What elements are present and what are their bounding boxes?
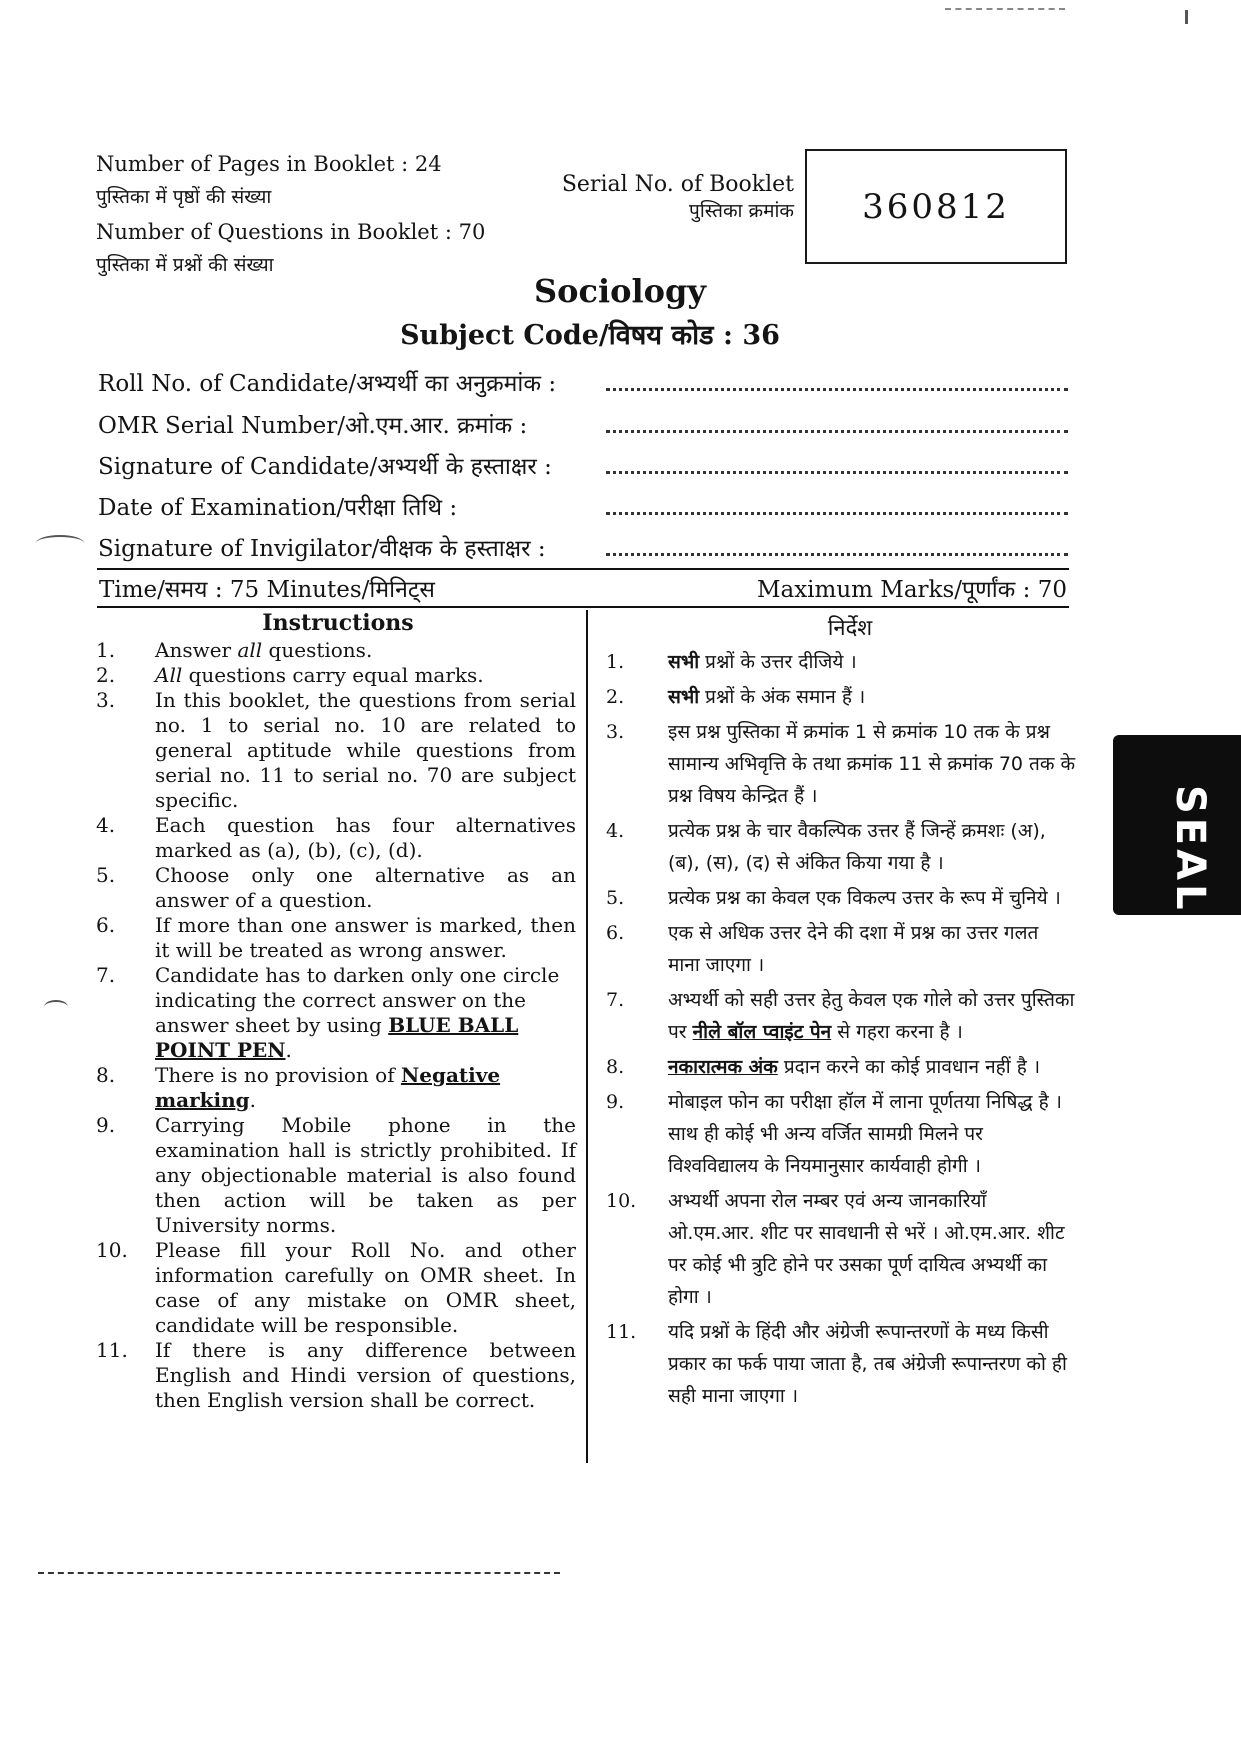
instruction-number: 8. [96, 1063, 116, 1087]
exam-date-blank[interactable] [606, 512, 1068, 515]
instruction-text-part: There is no provision of [155, 1063, 401, 1087]
invigilator-signature-blank[interactable] [606, 553, 1068, 556]
nirdesh-item [606, 815, 1076, 879]
instruction-emphasis: All [155, 663, 183, 687]
instruction-text: Carrying Mobile phone in the examination hall is strictly prohibited. If any objectionable material is also found then action will be taken as per University norms. [155, 1113, 576, 1237]
instruction-text-part: questions. [262, 638, 373, 662]
omr-serial-label: OMR Serial Number/ओ.एम.आर. क्रमांक : [98, 413, 528, 439]
nirdesh-text: प्रत्येक प्रश्न का केवल एक विकल्प उत्तर के रूप में चुनिये । [668, 887, 1061, 909]
instruction-text: If more than one answer is marked, then it will be treated as wrong answer. [155, 913, 576, 962]
nirdesh-emphasis: नीले बॉल प्वाइंट पेन [692, 1021, 832, 1043]
instructions-heading: Instructions [262, 610, 414, 636]
instruction-text [155, 1063, 576, 1113]
roll-number-label: Roll No. of Candidate/अभ्यर्थी का अनुक्रमांक : [98, 371, 557, 397]
nirdesh-number: 2. [606, 686, 625, 708]
nirdesh-item [606, 984, 1076, 1048]
instruction-item [96, 688, 576, 813]
instruction-number: 7. [96, 963, 116, 987]
second-rule [97, 606, 1069, 608]
instruction-emphasis: BLUE BALL POINT PEN [155, 1013, 519, 1062]
instruction-text-part: Candidate has to darken only one circle indicating the correct answer on the answer sheet by using [155, 963, 560, 1037]
nirdesh-emphasis: सभी [668, 686, 700, 708]
nirdesh-text [668, 984, 1076, 1048]
nirdesh-item [606, 716, 1076, 812]
instruction-text: Please fill your Roll No. and other information carefully on OMR sheet. In case of any mistake on OMR sheet, candidate will be responsible. [155, 1238, 576, 1337]
nirdesh-number: 8. [606, 1056, 625, 1078]
serial-label-en: Serial No. of Booklet [561, 172, 794, 197]
serial-number: 360812 [862, 186, 1010, 227]
instruction-number: 6. [96, 913, 116, 937]
instruction-item [96, 663, 576, 688]
nirdesh-number: 5. [606, 887, 625, 909]
margin-mark [36, 535, 84, 551]
nirdesh-item [606, 917, 1076, 981]
nirdesh-item [606, 1051, 1076, 1083]
nirdesh-number: 4. [606, 820, 625, 842]
instruction-number: 9. [96, 1113, 116, 1137]
nirdesh-text [668, 1051, 1076, 1083]
instructions-list [96, 638, 576, 1413]
top-rule [97, 568, 1069, 570]
roll-number-blank[interactable] [606, 388, 1068, 391]
instruction-text-part: Answer [155, 638, 238, 662]
roll-number-field[interactable] [98, 366, 1068, 402]
subject-title: Sociology [534, 272, 706, 310]
nirdesh-text: मोबाइल फोन का परीक्षा हॉल में लाना पूर्णतया निषिद्ध है । साथ ही कोई भी अन्य वर्जित सामग्री मिलने पर विश्वविद्यालय के नियमानुसार कार्यवाही होगी । [668, 1091, 1062, 1177]
nirdesh-text-part: प्रश्नों के उत्तर दीजिये । [699, 651, 857, 673]
pages-count-en: Number of Pages in Booklet : 24 [96, 152, 442, 176]
time-line: Time/समय : 75 Minutes/मिनिट्स [99, 577, 435, 603]
margin-mark [44, 1000, 68, 1014]
bottom-dashed-rule [38, 1572, 560, 1574]
candidate-signature-field[interactable] [98, 449, 1068, 485]
nirdesh-item [606, 646, 1076, 678]
instruction-number: 3. [96, 688, 116, 712]
omr-serial-field[interactable] [98, 408, 1068, 444]
instruction-number: 5. [96, 863, 116, 887]
nirdesh-text [668, 646, 1076, 678]
instruction-emphasis: all [237, 638, 263, 662]
instruction-text [155, 663, 576, 688]
invigilator-signature-label: Signature of Invigilator/वीक्षक के हस्ताक्षर : [98, 536, 546, 562]
instruction-number: 11. [96, 1338, 128, 1362]
instruction-text: In this booklet, the questions from serial no. 1 to serial no. 10 are related to general aptitude while questions from serial no. 11 to serial no. 70 are subject specific. [155, 688, 576, 812]
instruction-item [96, 963, 576, 1063]
nirdesh-text: एक से अधिक उत्तर देने की दशा में प्रश्न का उत्तर गलत माना जाएगा । [668, 922, 1039, 976]
nirdesh-text-part: प्रश्नों के अंक समान हैं । [699, 686, 866, 708]
nirdesh-emphasis: नकारात्मक अंक [668, 1056, 778, 1078]
nirdesh-text-part: से गहरा करना है । [831, 1021, 963, 1043]
scan-speck [1185, 10, 1188, 24]
pages-count-hi: पुस्तिका में पृष्ठों की संख्या [96, 186, 272, 208]
seal-label: SEAL [1167, 785, 1213, 914]
nirdesh-text: प्रत्येक प्रश्न के चार वैकल्पिक उत्तर हैं जिन्हें क्रमशः (अ), (ब), (स), (द) से अंकित किया गया है । [668, 820, 1046, 874]
nirdesh-text: यदि प्रश्नों के हिंदी और अंग्रेजी रूपान्तरणों के मध्य किसी प्रकार का फर्क पाया जाता है, तब अंग्रेजी रूपान्तरण को ही सही माना जाएगा । [668, 1321, 1067, 1407]
nirdesh-number: 1. [606, 651, 625, 673]
nirdesh-text [668, 681, 1076, 713]
nirdesh-number: 9. [606, 1091, 625, 1113]
instruction-item [96, 813, 576, 863]
instruction-item [96, 1063, 576, 1113]
nirdesh-item [606, 882, 1076, 914]
instruction-item [96, 1338, 576, 1413]
nirdesh-text: इस प्रश्न पुस्तिका में क्रमांक 1 से क्रमांक 10 तक के प्रश्न सामान्य अभिवृत्ति के तथा क्रमांक 11 से क्रमांक 70 तक के प्रश्न विषय केन्द्रित हैं । [668, 721, 1076, 807]
instruction-text [155, 638, 576, 663]
instruction-number: 4. [96, 813, 116, 837]
instruction-number: 2. [96, 663, 116, 687]
instruction-emphasis: Negative marking [155, 1063, 501, 1112]
invigilator-signature-field[interactable] [98, 531, 1068, 567]
exam-date-field[interactable] [98, 490, 1068, 526]
candidate-signature-blank[interactable] [606, 471, 1068, 474]
column-divider [586, 610, 588, 1463]
seal-tab[interactable] [1113, 735, 1241, 915]
instruction-text: Each question has four alternatives marked as (a), (b), (c), (d). [155, 813, 576, 862]
instruction-text: Choose only one alternative as an answer of a question. [155, 863, 576, 912]
nirdesh-text: अभ्यर्थी अपना रोल नम्बर एवं अन्य जानकारियाँ ओ.एम.आर. शीट पर सावधानी से भरें । ओ.एम.आर. शीट पर कोई भी त्रुटि होने पर उसका पूर्ण दायित्व अभ्यर्थी का होगा । [668, 1190, 1065, 1308]
serial-label [558, 172, 794, 224]
nirdesh-item [606, 681, 1076, 713]
instruction-item [96, 638, 576, 663]
instruction-item [96, 913, 576, 963]
questions-count-hi: पुस्तिका में प्रश्नों की संख्या [96, 254, 274, 276]
candidate-signature-label: Signature of Candidate/अभ्यर्थी के हस्ताक्षर : [98, 454, 552, 480]
nirdesh-heading: निर्देश [827, 616, 873, 641]
instruction-item [96, 863, 576, 913]
instruction-number: 1. [96, 638, 116, 662]
nirdesh-item [606, 1316, 1076, 1412]
nirdesh-item [606, 1086, 1076, 1182]
instruction-text-part: . [285, 1038, 292, 1062]
nirdesh-number: 11. [606, 1321, 637, 1343]
instruction-text-part: . [249, 1088, 256, 1112]
instruction-text [155, 963, 576, 1063]
instruction-number: 10. [96, 1238, 128, 1262]
nirdesh-list [606, 646, 1076, 1415]
instruction-item [96, 1113, 576, 1238]
questions-count-en: Number of Questions in Booklet : 70 [96, 220, 486, 244]
serial-number-box [805, 149, 1067, 264]
nirdesh-number: 3. [606, 721, 625, 743]
max-marks-line: Maximum Marks/पूर्णांक : 70 [756, 577, 1067, 603]
scan-dash-top [945, 8, 1065, 10]
nirdesh-item [606, 1185, 1076, 1313]
serial-label-hi: पुस्तिका क्रमांक [689, 200, 794, 222]
omr-serial-blank[interactable] [606, 430, 1068, 433]
subject-code: Subject Code/विषय कोड : 36 [400, 320, 780, 351]
nirdesh-text-part: अभ्यर्थी को सही उत्तर हेतु केवल एक गोले को उत्तर पुस्तिका पर [668, 989, 1075, 1043]
nirdesh-text-part: प्रदान करने का कोई प्रावधान नहीं है । [777, 1056, 1041, 1078]
exam-date-label: Date of Examination/परीक्षा तिथि : [98, 495, 458, 521]
nirdesh-emphasis: सभी [668, 651, 700, 673]
nirdesh-number: 10. [606, 1190, 637, 1212]
instruction-text: If there is any difference between English and Hindi version of questions, then English version shall be correct. [155, 1338, 576, 1412]
nirdesh-number: 6. [606, 922, 625, 944]
instruction-text-part: questions carry equal marks. [182, 663, 484, 687]
instruction-item [96, 1238, 576, 1338]
nirdesh-number: 7. [606, 989, 625, 1011]
